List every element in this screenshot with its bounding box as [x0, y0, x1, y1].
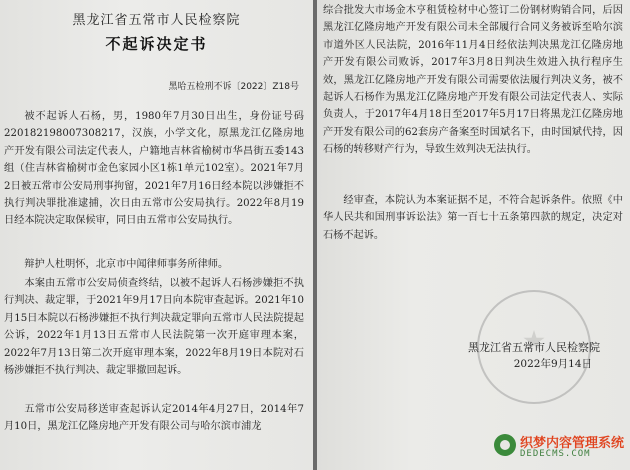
site-watermark	[494, 430, 624, 466]
right-page	[317, 0, 630, 470]
left-page	[0, 0, 313, 470]
defender-paragraph: 辩护人杜明怀，北京市中闻律师事务所律师。	[24, 259, 229, 270]
case-history-paragraph: 本案由五常市公安局侦查终结，以被不起诉人石杨涉嫌拒不执行判决、裁定罪，于2021年9月17日向本院审查起诉。2021年10月15日本院以石杨涉嫌拒不执行判决裁定罪向五常市人民法院提起公诉，2022年1月13日五常市人民法院第一次开庭审理本案，2022年7月13日第二次开庭审理本案，2022年8月19日本院对石杨涉嫌拒不执行判决、裁定罪撤回起诉。	[4, 278, 304, 377]
issuing-organization: 黑龙江省五常市人民检察院	[72, 13, 241, 28]
defendant-paragraph: 被不起诉人石杨，男，1980年7月30日出生，身份证号码220182198007308217，汉族，小学文化，原黑龙江亿隆房地产开发有限公司法定代表人，户籍地吉林省榆树市华昌街五委143组（住吉林省榆树市金色家园小区1栋1单元102室）。2021年7月2日被五常市公安局刑事拘留，2021年7月16日经本院以涉嫌拒不执行判决罪批准逮捕，次日由五常市公安局执行。2022年8月19日经本院决定取保候审，同日由五常市公安局执行。	[4, 111, 304, 227]
decision-paragraph: 经审查，本院认为本案证据不足，不符合起诉条件。依照《中华人民共和国刑事诉讼法》第一百七十五条第四款的规定，决定对石杨不起诉。	[323, 195, 623, 241]
watermark-title: 织梦内容管理系统	[520, 436, 625, 451]
watermark-url: DEDECMS.COM	[520, 449, 591, 459]
facts-paragraph-continued: 综合批发大市场金木亨租赁检材中心签订二份钢材购销合同，后因黑龙江亿隆房地产开发有限公司未全部履行合同义务被诉至哈尔滨市道外区人民法院，2016年11月4日经依法判决黑龙江亿隆房地产开发有限公司败诉，2017年3月8日判决生效进入执行程序生效，黑龙江亿隆房地产开发有限公司需要依法履行判决义务，被不起诉人石杨作为黑龙江亿隆房地产开发有限公司法定代表人、实际负责人，于2017年4月18日至2017年5月17日将黑龙江亿隆房地产开发有限公司的62套房产备案至时国斌名下，由时国斌代持，因石杨的转移财产行为，导致生效判决无法执行。	[323, 5, 623, 156]
document-title: 不起诉决定书	[105, 35, 208, 53]
signature-organization: 黑龙江省五常市人民检察院	[468, 341, 600, 354]
signature-date: 2022年9月14日	[513, 358, 592, 370]
document-number: 黑哈五检刑不诉〔2022〕Z18号	[168, 82, 299, 92]
facts-paragraph-start: 五常市公安局移送审查起诉认定2014年4月27日，2014年7月10日，黑龙江亿隆房地产开发有限公司与哈尔滨市浦龙	[4, 404, 304, 433]
watermark-logo-icon	[494, 434, 516, 456]
